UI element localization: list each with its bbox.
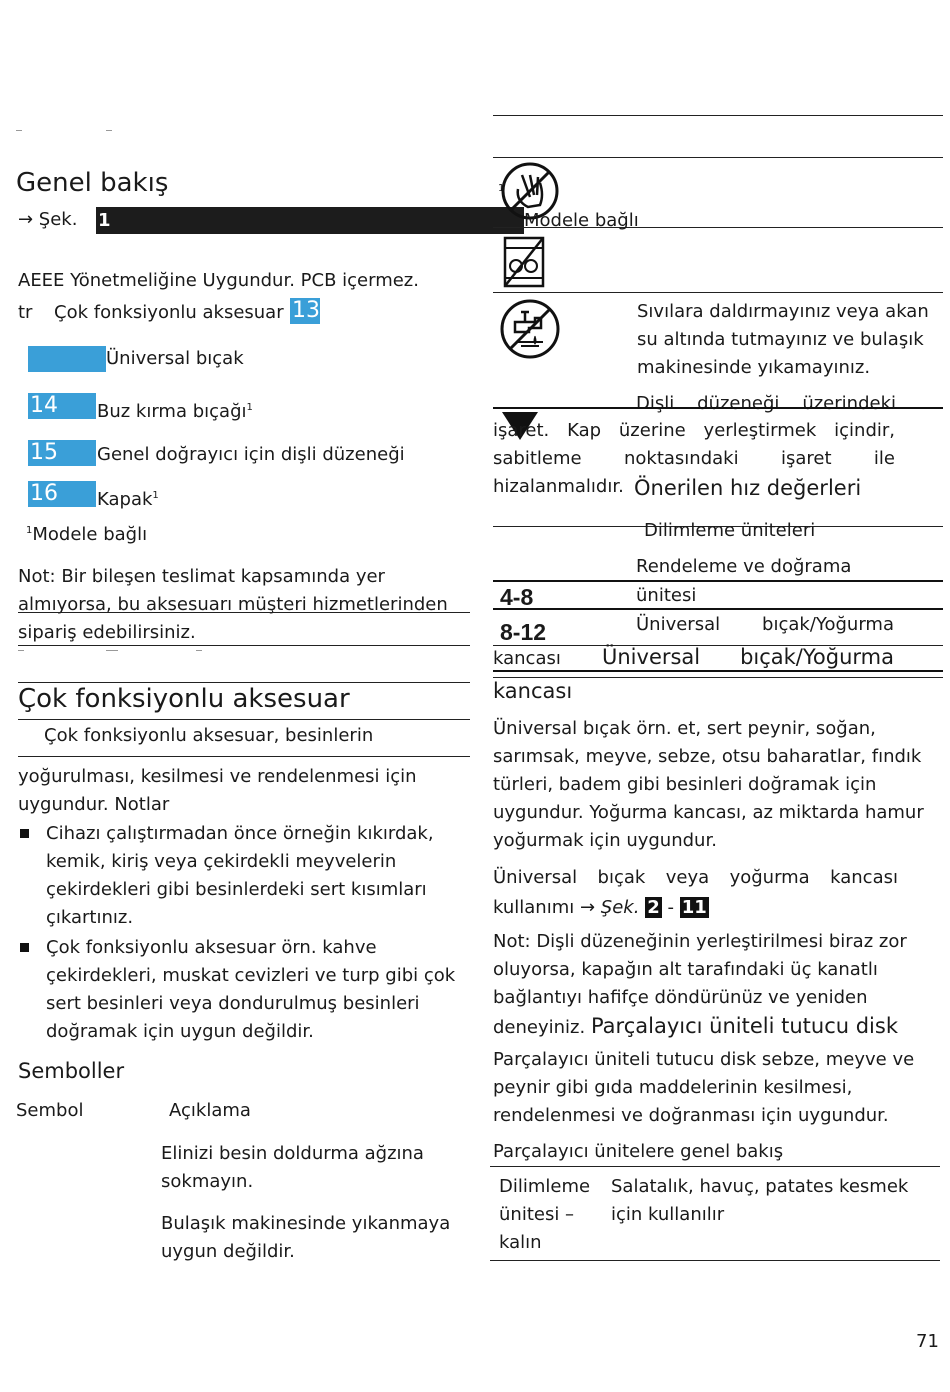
gear-mark-1: Dişli düzeneği üzerindeki bbox=[636, 393, 896, 414]
part-item bbox=[97, 394, 253, 426]
weee-text: AEEE Yönetmeliğine Uygundur. PCB içermez. bbox=[18, 270, 419, 291]
universal-1: Üniversal bıçak/Yoğurma bbox=[636, 614, 894, 635]
page-number: 71 bbox=[916, 1331, 939, 1352]
kancasi-2: kancası bbox=[493, 679, 573, 703]
usage-line-1: Üniversal bıçak veya yoğurma kancası bbox=[493, 867, 898, 888]
speed-title: Önerilen hız değerleri bbox=[634, 476, 862, 500]
usage-line-2 bbox=[493, 894, 709, 922]
usage-text: kullanımı → bbox=[493, 897, 596, 918]
bullet-marker bbox=[20, 829, 29, 838]
usage-fig-b: 11 bbox=[681, 897, 707, 918]
usage-fig-a: 2 bbox=[647, 897, 660, 918]
bullet-marker bbox=[20, 943, 29, 952]
table-cell-unit: Dilimleme ünitesi – kalın bbox=[499, 1176, 591, 1253]
usage-fig: Şek. bbox=[600, 897, 640, 918]
part-label: Buz kırma bıçağı bbox=[97, 401, 247, 422]
col-desc: Açıklama bbox=[169, 1100, 251, 1121]
part-label: Genel doğrayıcı için dişli düzeneği bbox=[97, 444, 405, 465]
note-gear-text: Not: Dişli düzeneğinin yerleştirilmesi biraz zor oluyorsa, kapağın alt tarafındaki üç kanatlı bağlantıyı hafifçe döndürünüz ve yeniden deneyiniz. bbox=[493, 931, 907, 1038]
disk-paragraph: Parçalayıcı üniteli tutucu disk sebze, meyve ve peynir gibi gıda maddelerinin kesilmesi, rendelenmesi ve doğranması için uygundur. bbox=[493, 1049, 915, 1126]
part-label: Kapak bbox=[97, 489, 153, 510]
part-num-box: 16 bbox=[28, 481, 96, 507]
kancasi-1: kancası bbox=[493, 648, 561, 669]
grating-2: ünitesi bbox=[636, 585, 697, 606]
part-item bbox=[97, 482, 159, 514]
multi-acc-num: 13 bbox=[292, 298, 320, 323]
part-label: Üniversal bıçak bbox=[106, 348, 244, 369]
symbols-title: Semboller bbox=[18, 1059, 125, 1083]
speed-range-2: 8-12 bbox=[500, 619, 547, 645]
bullet-item: Çok fonksiyonlu aksesuar örn. kahve çekirdekleri, muskat cevizleri ve turp gibi çok sert besinleri veya dondurulmuş besinleri doğramak için uygun değildir. bbox=[46, 937, 456, 1042]
part-num-box: 14 bbox=[28, 393, 96, 419]
footnote-text: Modele bağlı bbox=[32, 524, 148, 545]
disk-title: Parçalayıcı üniteli tutucu disk bbox=[590, 1014, 898, 1038]
slicing-units: Dilimleme üniteleri bbox=[644, 520, 816, 541]
fig-ref-prefix: → Şek. bbox=[18, 209, 78, 230]
footnote-sup: 1 bbox=[26, 525, 33, 536]
no-water-text: Sıvılara daldırmayınız veya akan su altında tutmayınız ve bulaşık makinesinde yıkamayınız. bbox=[637, 301, 929, 378]
fig-ref-num: 1 bbox=[98, 210, 111, 231]
fig-ref-bar bbox=[96, 207, 524, 234]
symbol-desc-dishwasher: Bulaşık makinesinde yıkanmaya uygun değildir. bbox=[161, 1213, 451, 1262]
part-sup: 1 bbox=[246, 402, 253, 413]
table-cell-use: Salatalık, havuç, patates kesmek için kullanılır bbox=[611, 1176, 909, 1225]
part-sup: 1 bbox=[152, 490, 159, 501]
symbol-desc-hand: Elinizi besin doldurma ağzına sokmayın. bbox=[161, 1143, 424, 1192]
grating-1: Rendeleme ve doğrama bbox=[636, 556, 852, 577]
overview-title: Genel bakış bbox=[16, 168, 169, 198]
model-dependent: Modele bağlı bbox=[524, 210, 639, 231]
universal-paragraph: Üniversal bıçak örn. et, sert peynir, soğan, sarımsak, meyve, sebze, otsu baharatlar, fındık türleri, badem gibi besinleri doğramak için uygundur. Yoğurma kancası, az miktarda hamur yoğurmak için uygundur. bbox=[493, 718, 924, 851]
lang-tag: tr bbox=[18, 302, 33, 323]
part-num-box: 15 bbox=[28, 440, 96, 466]
fig-ref bbox=[18, 206, 77, 234]
col-symbol: Sembol bbox=[16, 1100, 84, 1121]
part-num-box bbox=[28, 346, 106, 372]
dishwasher-icon bbox=[503, 236, 545, 288]
section-intro-2: yoğurulması, kesilmesi ve rendelenmesi için uygundur. Notlar bbox=[18, 766, 417, 815]
multi-acc-label: Çok fonksiyonlu aksesuar bbox=[54, 302, 284, 323]
section-title: Çok fonksiyonlu aksesuar bbox=[18, 684, 350, 714]
universal-2: Üniversal bıçak/Yoğurma bbox=[602, 645, 894, 669]
note-gear bbox=[493, 928, 923, 1042]
no-water-icon bbox=[499, 298, 561, 360]
bullet-item: Cihazı çalıştırmadan önce örneğin kıkırdak, kemik, kiriş veya çekirdekli meyvelerin çekirdekleri gibi besinlerdeki sert kısımları çıkartınız. bbox=[46, 823, 434, 928]
model-sup: 1 bbox=[498, 183, 505, 194]
note-text: Not: Bir bileşen teslimat kapsamında yer almıyorsa, bu aksesuarı müşteri hizmetlerinden sipariş edebilirsiniz. bbox=[18, 566, 448, 643]
units-overview-title: Parçalayıcı ünitelere genel bakış bbox=[493, 1141, 784, 1162]
usage-dash: - bbox=[667, 897, 674, 918]
footnote bbox=[26, 517, 147, 549]
gear-mark-2: işaret. Kap üzerine yerleştirmek içindir, sabitleme noktasındaki işaret ile hizalanmalıdır. bbox=[493, 420, 895, 497]
section-intro-1: Çok fonksiyonlu aksesuar, besinlerin bbox=[44, 725, 374, 746]
speed-range-1: 4-8 bbox=[500, 584, 534, 610]
